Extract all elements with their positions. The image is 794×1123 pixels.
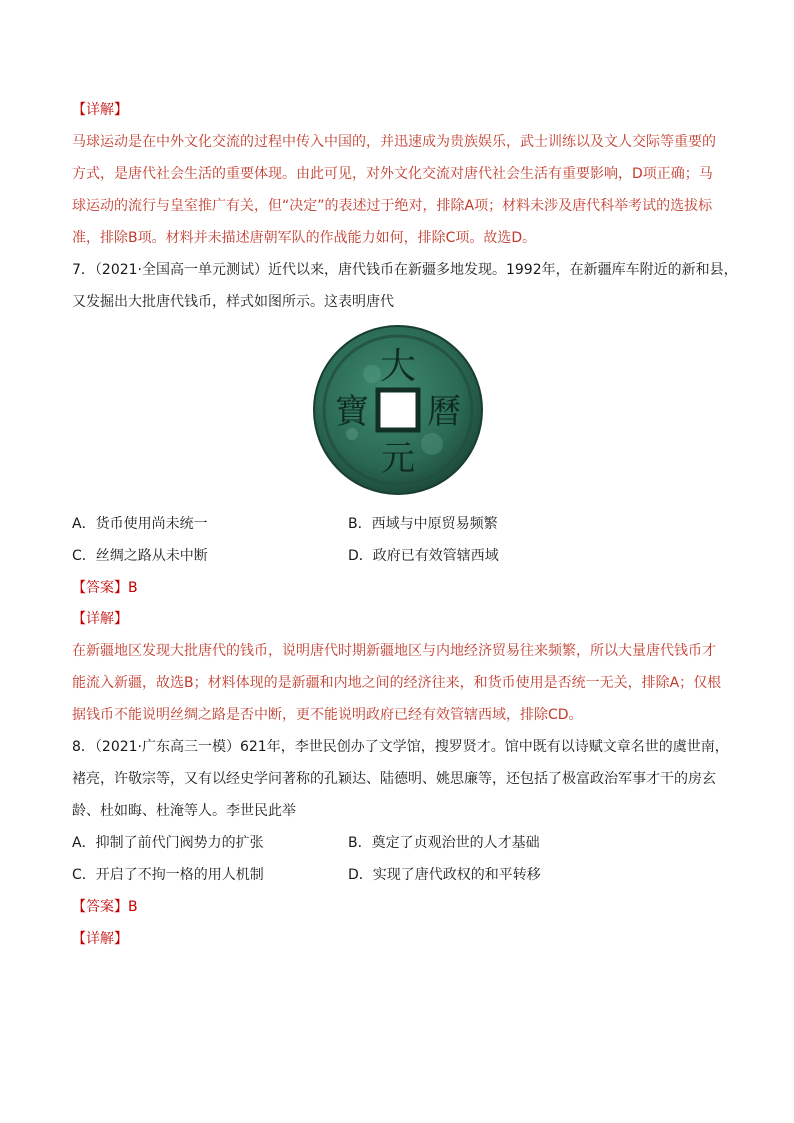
q7-explanation-line-2: 能流入新疆，故选B；材料体现的是新疆和内地之间的经济往来，和货币使用是否统一无关，排除A；仅根 (72, 675, 722, 691)
q8-stem-line-2: 褚亮，许敬宗等，又有以经史学问著称的孔颖达、陆德明、姚思廉等，还包括了极富政治军事才干的房玄 (72, 771, 716, 787)
q6-explanation-line-2: 方式，是唐代社会生活的重要体现。由此可见，对外文化交流对唐代社会生活有重要影响，D项正确；马 (72, 166, 713, 182)
q8-stem-line-1: 8．（2021·广东高三一模）621年，李世民创办了文学馆，搜罗贤才。馆中既有以诗赋文章名世的虞世南， (72, 739, 729, 755)
q7-option-b[interactable]: B．西域与中原贸易频繁 (348, 516, 498, 532)
q8-option-a[interactable]: A．抑制了前代门阀势力的扩张 (72, 835, 264, 851)
q8-stem-line-3: 龄、杜如晦、杜淹等人。李世民此举 (72, 803, 296, 819)
q8-answer: 【答案】B (72, 899, 138, 915)
q8-option-c[interactable]: C．开启了不拘一格的用人机制 (72, 867, 264, 883)
coin-char-right: 曆 (427, 392, 461, 432)
q7-option-c[interactable]: C．丝绸之路从未中断 (72, 548, 208, 564)
q6-explanation-line-4: 准，排除B项。材料并未描述唐朝军队的作战能力如何，排除C项。故选D。 (72, 230, 537, 246)
q7-option-a[interactable]: A．货币使用尚未统一 (72, 516, 208, 532)
coin-char-bottom: 元 (381, 439, 415, 479)
q7-detail-tag: 【详解】 (72, 611, 128, 627)
q6-detail-tag: 【详解】 (72, 102, 128, 118)
q8-option-b[interactable]: B．奠定了贞观治世的人才基础 (348, 835, 540, 851)
tang-coin-image (312, 324, 484, 496)
q6-explanation-line-1: 马球运动是在中外文化交流的过程中传入中国的，并迅速成为贵族娱乐，武士训练以及文人交际等重要的 (72, 134, 716, 150)
q6-explanation-line-3: 球运动的流行与皇室推广有关，但“决定”的表述过于绝对，排除A项；材料未涉及唐代科举考试的选拔标 (72, 198, 713, 214)
q7-stem-line-2: 又发掘出大批唐代钱币，样式如图所示。这表明唐代 (72, 294, 394, 310)
q7-answer: 【答案】B (72, 580, 138, 596)
q7-stem-line-1: 7．（2021·全国高一单元测试）近代以来，唐代钱币在新疆多地发现。1992年，在新疆库车附近的新和县， (72, 262, 738, 278)
coin-char-left: 寶 (335, 392, 369, 432)
coin-char-top: 大 (379, 346, 417, 387)
q7-explanation-line-3: 据钱币不能说明丝绸之路是否中断，更不能说明政府已经有效管辖西域，排除CD。 (72, 707, 583, 723)
q8-option-d[interactable]: D．实现了唐代政权的和平转移 (348, 867, 541, 883)
q8-detail-tag: 【详解】 (72, 931, 128, 947)
q7-option-d[interactable]: D．政府已有效管辖西域 (348, 548, 499, 564)
q7-explanation-line-1: 在新疆地区发现大批唐代的钱币，说明唐代时期新疆地区与内地经济贸易往来频繁，所以大量唐代钱币才 (72, 643, 716, 659)
